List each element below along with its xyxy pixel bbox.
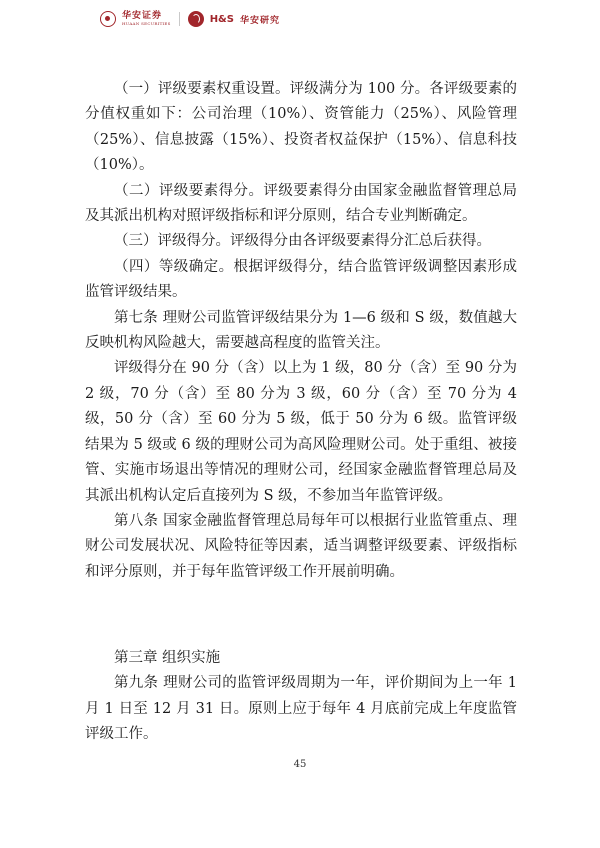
paragraph-item-4: （四）等级确定。根据评级得分，结合监管评级调整因素形成监管评级结果。 xyxy=(85,258,517,301)
hs-label: H&S xyxy=(209,13,234,25)
article-7-grading: 评级得分在 90 分（含）以上为 1 级，80 分（含）至 90 分为 2 级，70 分（含）至 80 分为 3 级，60 分（含）至 70 分为 4 级，50 分（含）至 60 分为 5 级，低于 50 分为 6 级。监管评级结果为 5 级或 6 级的理财公司为高风险理财公司。处于重组、被接管、实施市场退出等情况的理财公司，经国家金融监督管理总局及其派出机构认定后直接列为 S 级，不参加当年监管评级。 xyxy=(85,360,517,504)
paragraph-item-3: （三）评级得分。评级得分由各评级要素得分汇总后获得。 xyxy=(114,233,491,250)
page-header xyxy=(100,8,280,30)
section-items xyxy=(85,77,517,585)
chapter-title: 第三章 组织实施 xyxy=(114,650,221,666)
page-number: 45 xyxy=(293,759,307,770)
huaan-logo-icon xyxy=(100,11,116,27)
article-9: 第九条 理财公司的监管评级周期为一年，评价期间为上一年 1 月 1 日至 12 月 31 日。原则上应于每年 4 月底前完成上年度监管评级工作。 xyxy=(85,675,517,743)
hs-logo-icon xyxy=(188,11,204,27)
paragraph-item-2: （二）评级要素得分。评级要素得分由国家金融监督管理总局及其派出机构对照评级指标和评分原则，结合专业判断确定。 xyxy=(85,182,517,225)
hs-cn: 华安研究 xyxy=(239,15,280,26)
header-divider xyxy=(179,12,180,26)
article-8: 第八条 国家金融监督管理总局每年可以根据行业监管重点、理财公司发展状况、风险特征等因素，适当调整评级要素、评级指标和评分原则，并于每年监管评级工作开展前明确。 xyxy=(85,512,517,580)
huaan-logo-text xyxy=(122,12,171,26)
logo-en: HUAAN SECURITIES xyxy=(122,21,171,26)
article-7: 第七条 理财公司监管评级结果分为 1—6 级和 S 级，数值越大反映机构风险越大，需要越高程度的监管关注。 xyxy=(85,309,517,352)
chapter-section xyxy=(85,646,517,748)
logo-cn: 华安证券 xyxy=(122,11,163,21)
paragraph-item-1: （一）评级要素权重设置。评级满分为 100 分。各评级要素的分值权重如下：公司治理（10%）、资管能力（25%）、风险管理（25%）、信息披露（15%）、投资者权益保护（15%）、信息科技（10%）。 xyxy=(85,81,517,174)
